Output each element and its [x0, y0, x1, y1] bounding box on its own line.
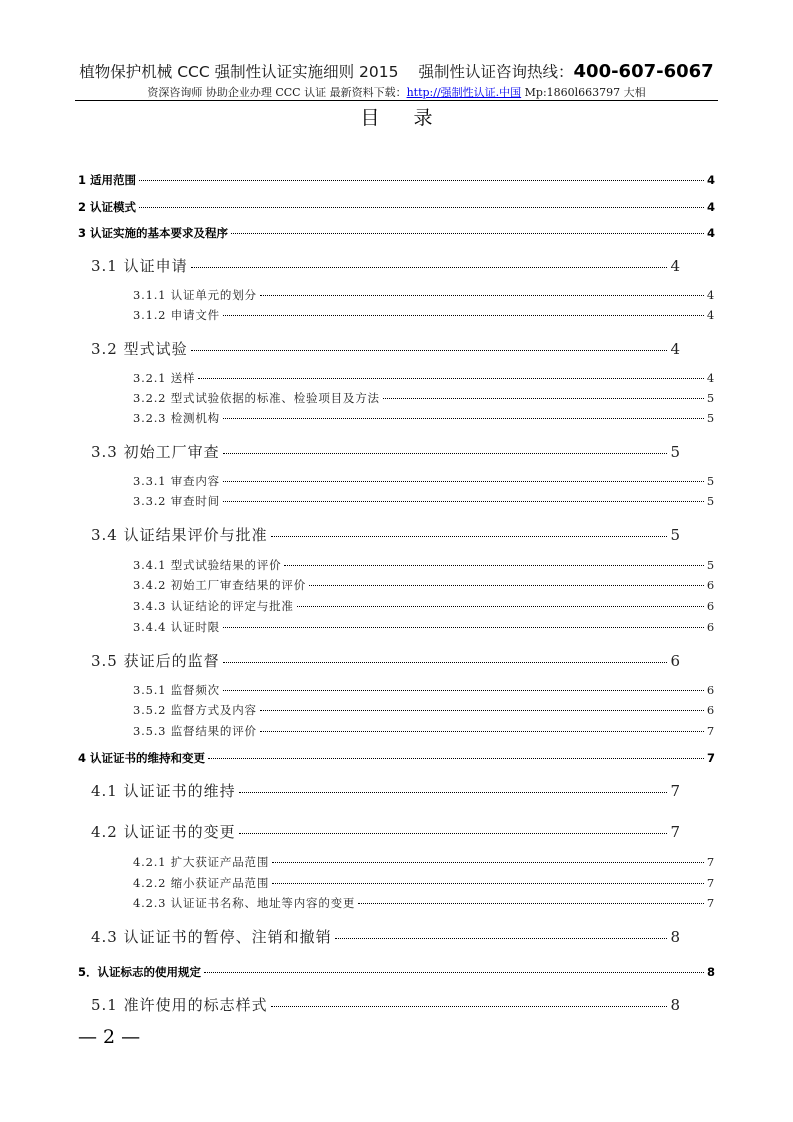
toc-leader — [223, 481, 704, 482]
toc-entry-label: 3.4.1 型式试验结果的评价 — [133, 558, 282, 572]
toc-entry[interactable] — [91, 926, 681, 947]
toc-leader — [239, 792, 668, 793]
toc-entry-page: 4 — [706, 173, 715, 187]
toc-entry-page: 8 — [706, 965, 715, 979]
toc-entry[interactable] — [133, 370, 715, 386]
toc-entry[interactable] — [133, 473, 715, 489]
toc-entry-page: 5 — [706, 391, 715, 405]
page-header — [0, 60, 793, 82]
header-sub-prefix: 资深咨询师 协助企业办理 CCC 认证 最新资料下载： — [147, 86, 407, 99]
toc-leader — [271, 1006, 668, 1007]
toc-entry-page: 6 — [706, 578, 715, 592]
toc-leader — [139, 207, 704, 208]
toc-entry[interactable] — [78, 199, 715, 215]
toc-entry[interactable] — [133, 557, 715, 573]
toc-leader — [223, 418, 704, 419]
toc-entry-label: 3.5 获证后的监督 — [91, 652, 220, 670]
toc-entry-page: 7 — [706, 896, 715, 910]
toc-leader — [191, 267, 668, 268]
toc-entry-label: 3.2.3 检测机构 — [133, 411, 220, 425]
toc-entry-page: 5 — [670, 526, 681, 544]
toc-entry-label: 1 适用范围 — [78, 173, 137, 187]
toc-entry[interactable] — [133, 307, 715, 323]
toc-entry-label: 4.2.2 缩小获证产品范围 — [133, 876, 270, 890]
toc-entry-page: 5 — [706, 411, 715, 425]
toc-leader — [272, 862, 704, 863]
toc-leader — [260, 731, 704, 732]
toc-entry[interactable] — [91, 994, 681, 1015]
toc-entry[interactable] — [133, 390, 715, 406]
toc-title: 目录 — [360, 107, 467, 129]
toc-entry[interactable] — [133, 598, 715, 614]
toc-entry-label: 3.4 认证结果评价与批准 — [91, 526, 268, 544]
toc-entry-label: 3.5.3 监督结果的评价 — [133, 724, 257, 738]
toc-entry-page: 5 — [670, 443, 681, 461]
toc-entry-label: 3.2.2 型式试验依据的标准、检验项目及方法 — [133, 391, 380, 405]
header-divider — [75, 100, 718, 101]
toc-entry-page: 6 — [706, 703, 715, 717]
toc-entry-page: 4 — [706, 371, 715, 385]
toc-entry-page: 7 — [706, 855, 715, 869]
toc-entry-page: 5 — [706, 558, 715, 572]
toc-entry[interactable] — [78, 225, 715, 241]
toc-entry-label: 4.2.3 认证证书名称、地址等内容的变更 — [133, 896, 356, 910]
toc-entry[interactable] — [133, 702, 715, 718]
toc-entry[interactable] — [91, 524, 681, 545]
toc-entry-label: 3.4.2 初始工厂审查结果的评价 — [133, 578, 307, 592]
toc-entry-label: 3 认证实施的基本要求及程序 — [78, 226, 229, 240]
toc-entry-page: 6 — [670, 652, 681, 670]
toc-entry-label: 3.5.1 监督频次 — [133, 683, 220, 697]
toc-leader — [223, 453, 668, 454]
toc-entry-page: 4 — [706, 288, 715, 302]
toc-entry-label: 3.1.1 认证单元的划分 — [133, 288, 257, 302]
toc-entry-page: 7 — [670, 782, 681, 800]
toc-entry[interactable] — [91, 780, 681, 801]
toc-entry-page: 5 — [706, 494, 715, 508]
toc-entry-label: 5．认证标志的使用规定 — [78, 965, 202, 979]
toc-entry-page: 6 — [706, 620, 715, 634]
toc-leader — [239, 833, 668, 834]
toc-entry[interactable] — [133, 895, 715, 911]
hotline-number: 400-607-6067 — [573, 61, 714, 82]
toc-leader — [272, 883, 704, 884]
toc-entry-label: 3.3 初始工厂审查 — [91, 443, 220, 461]
toc-leader — [223, 501, 704, 502]
page-number: — 2 — — [78, 1026, 141, 1048]
toc-entry-page: 5 — [706, 474, 715, 488]
toc-entry[interactable] — [133, 577, 715, 593]
toc-leader — [204, 972, 704, 973]
toc-entry-label: 4.1 认证证书的维持 — [91, 782, 236, 800]
toc-entry-page: 4 — [706, 226, 715, 240]
toc-entry-label: 4.3 认证证书的暂停、注销和撤销 — [91, 928, 332, 946]
header-subline — [0, 84, 793, 100]
toc-entry-label: 5.1 准许使用的标志样式 — [91, 996, 268, 1014]
toc-entry[interactable] — [133, 619, 715, 635]
toc-entry-label: 4 认证证书的维持和变更 — [78, 751, 206, 765]
toc-entry[interactable] — [78, 964, 715, 980]
toc-entry-label: 3.1.2 申请文件 — [133, 308, 220, 322]
toc-leader — [383, 398, 704, 399]
toc-leader — [223, 662, 668, 663]
toc-entry-page: 7 — [706, 724, 715, 738]
toc-entry[interactable] — [91, 338, 681, 359]
toc-leader — [208, 758, 704, 759]
hotline-label: 强制性认证咨询热线： — [418, 63, 574, 81]
toc-leader — [139, 180, 704, 181]
toc-entry-label: 3.2 型式试验 — [91, 340, 188, 358]
toc-entry[interactable] — [133, 410, 715, 426]
toc-entry[interactable] — [78, 172, 715, 188]
toc-entry-page: 4 — [706, 200, 715, 214]
toc-entry-page: 4 — [706, 308, 715, 322]
toc-leader — [223, 690, 704, 691]
toc-leader — [223, 315, 704, 316]
toc-entry-page: 4 — [670, 257, 681, 275]
toc-leader — [260, 295, 704, 296]
toc-entry[interactable] — [133, 723, 715, 739]
toc-leader — [260, 710, 704, 711]
toc-leader — [231, 233, 704, 234]
toc-entry-label: 2 认证模式 — [78, 200, 137, 214]
toc-entry-page: 8 — [670, 928, 681, 946]
toc-entry-label: 4.2.1 扩大获证产品范围 — [133, 855, 270, 869]
toc-leader — [191, 350, 668, 351]
toc-entry[interactable] — [91, 650, 681, 671]
toc-entry[interactable] — [91, 441, 681, 462]
toc-leader — [284, 565, 703, 566]
toc-leader — [335, 938, 668, 939]
toc-entry-page: 6 — [706, 683, 715, 697]
download-link[interactable]: http://强制性认证.中国 — [406, 86, 522, 99]
header-title: 植物保护机械 CCC 强制性认证实施细则 2015 — [79, 63, 399, 81]
toc-leader — [271, 536, 668, 537]
toc-leader — [358, 903, 704, 904]
toc-entry-page: 8 — [670, 996, 681, 1014]
toc-entry-page: 7 — [706, 751, 715, 765]
toc-entry-page: 4 — [670, 340, 681, 358]
toc-leader — [223, 627, 704, 628]
toc-entry-label: 3.3.2 审查时间 — [133, 494, 220, 508]
toc-leader — [198, 378, 704, 379]
toc-entry-label: 3.4.3 认证结论的评定与批准 — [133, 599, 294, 613]
toc-entry[interactable] — [133, 287, 715, 303]
toc-entry[interactable] — [91, 821, 681, 842]
toc-entry-page: 6 — [706, 599, 715, 613]
toc-entry[interactable] — [78, 750, 715, 766]
header-sub-suffix: Mp:1860l663797 大相 — [521, 86, 646, 99]
toc-leader — [309, 585, 704, 586]
toc-entry-label: 3.2.1 送样 — [133, 371, 196, 385]
toc-entry[interactable] — [133, 493, 715, 509]
toc-entry[interactable] — [133, 875, 715, 891]
toc-entry-label: 3.4.4 认证时限 — [133, 620, 220, 634]
toc-entry-page: 7 — [670, 823, 681, 841]
toc-entry-page: 7 — [706, 876, 715, 890]
toc-entry[interactable] — [133, 682, 715, 698]
toc-entry[interactable] — [91, 255, 681, 276]
toc-leader — [297, 606, 704, 607]
toc-entry-label: 4.2 认证证书的变更 — [91, 823, 236, 841]
toc-entry-label: 3.3.1 审查内容 — [133, 474, 220, 488]
toc-entry[interactable] — [133, 854, 715, 870]
toc-entry-label: 3.5.2 监督方式及内容 — [133, 703, 257, 717]
toc-entry-label: 3.1 认证申请 — [91, 257, 188, 275]
